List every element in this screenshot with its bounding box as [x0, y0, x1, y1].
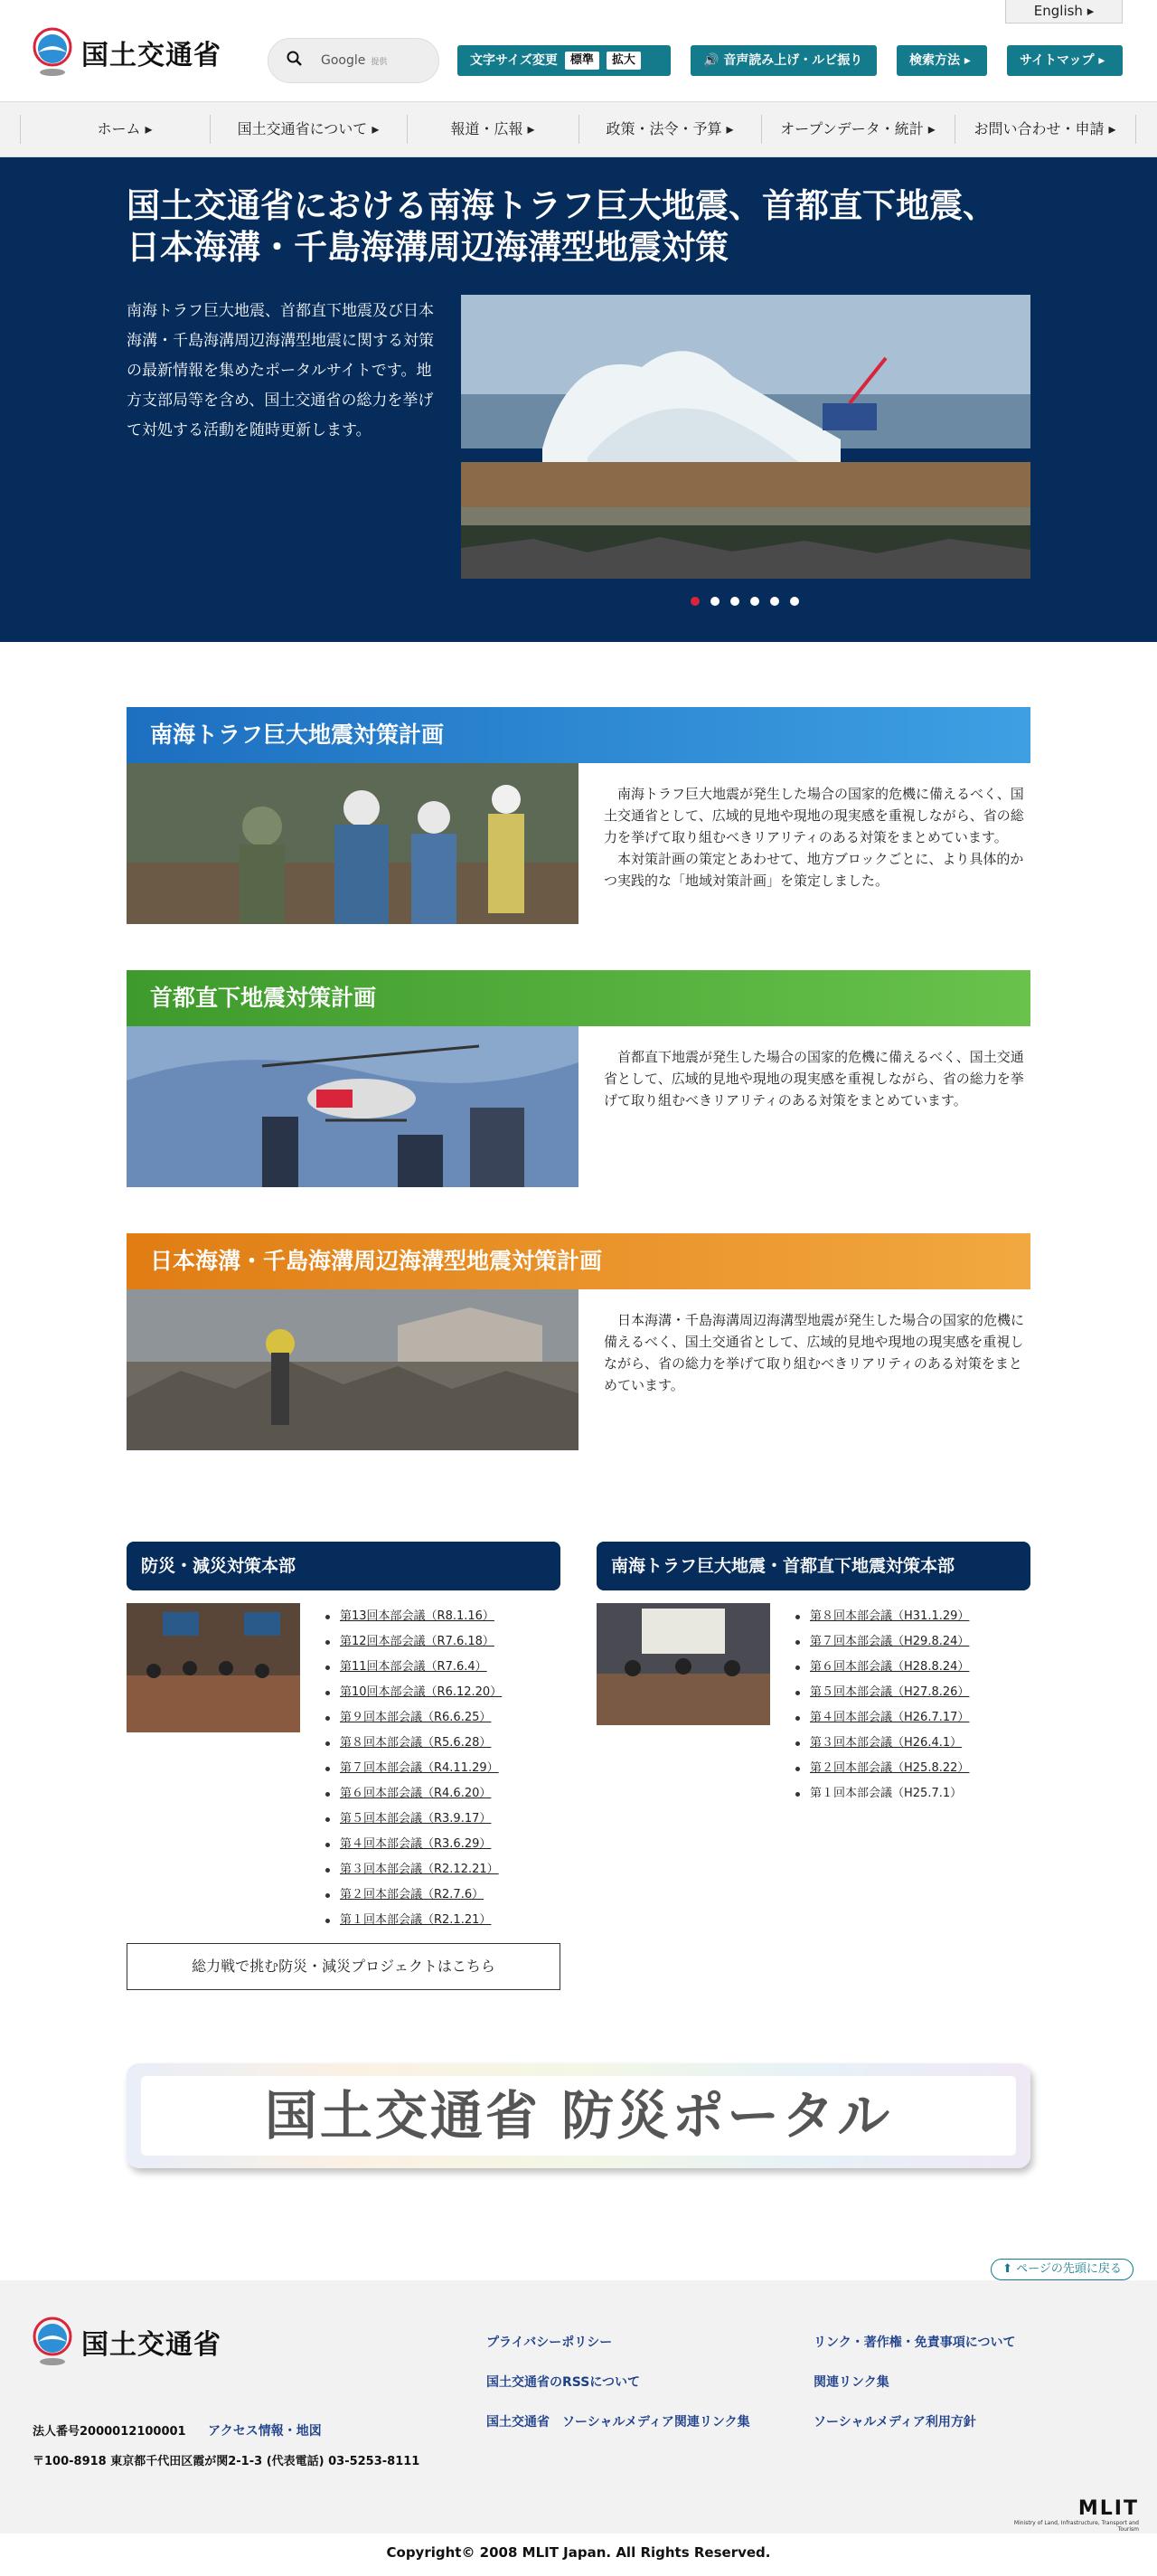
list-item[interactable]: 第７回本部会議（R4.11.29）: [322, 1756, 560, 1781]
japan-trench-plan-heading[interactable]: 日本海溝・千島海溝周辺海溝型地震対策計画: [127, 1233, 1030, 1289]
list-item[interactable]: 第10回本部会議（R6.12.20）: [322, 1680, 560, 1705]
project-link-button[interactable]: 総力戦で挑む防災・減災プロジェクトはこちら: [127, 1943, 560, 1990]
hero-title-line2: 日本海溝・千島海溝周辺海溝型地震対策: [127, 228, 729, 267]
slide-indicator: [691, 597, 799, 606]
logo-text: 国土交通省: [81, 40, 221, 71]
arrow-up-icon: ⬆: [1002, 2262, 1012, 2276]
font-size-control: [457, 45, 671, 76]
list-item[interactable]: 第２回本部会議（R2.7.6）: [322, 1882, 560, 1908]
footer-logo-icon: [33, 2317, 72, 2367]
slide-dot-3[interactable]: [730, 597, 739, 606]
japan-trench-plan-image: [127, 1289, 578, 1450]
related-links-link[interactable]: 関連リンク集: [814, 2375, 889, 2390]
mlit-footer-logo: [994, 2497, 1139, 2533]
mlit-logo-subtext: Ministry of Land, Infrastructure, Transport and Tourism: [1013, 2520, 1139, 2533]
nav-about[interactable]: 国土交通省について ▸: [237, 120, 380, 137]
slide-dot-6[interactable]: [790, 597, 799, 606]
hero-description: 南海トラフ巨大地震、首都直下地震及び日本海溝・千島海溝周辺海溝型地震に関する対策の最新情報を集めたポータルサイトです。地方支部局等を含め、国土交通省の総力を挙げて対処する活動を随時更新します。: [127, 302, 434, 439]
mlit-logo-icon: [33, 27, 72, 78]
list-item[interactable]: 第12回本部会議（R7.6.18）: [322, 1629, 560, 1655]
font-standard-button[interactable]: 標準: [565, 52, 599, 70]
google-label: Google: [321, 53, 366, 68]
japan-trench-plan-text: 日本海溝・千島海溝周辺海溝型地震が発生した場合の国家的危機に備えるべく、国土交通省として、広域的見地や現地の現実感を重視しながら、省の総力を挙げて取り組むべきリアリティのある対策をまとめています。: [604, 1312, 1025, 1393]
footer-logo[interactable]: [33, 2317, 221, 2367]
footer-logo-text: 国土交通省: [81, 2329, 221, 2361]
font-size-label: 文字サイズ変更: [470, 53, 558, 68]
mlit-logo[interactable]: [33, 27, 221, 78]
voice-ruby-button[interactable]: [691, 45, 877, 76]
hero-title: [127, 185, 1030, 269]
list-item[interactable]: 第５回本部会議（R3.9.17）: [322, 1807, 560, 1832]
list-item[interactable]: 第１回本部会議（R2.1.21）: [322, 1908, 560, 1933]
list-item[interactable]: 第８回本部会議（H31.1.29）: [792, 1604, 1030, 1629]
hq-left-meeting-list: [322, 1604, 560, 1933]
search-icon[interactable]: [287, 51, 303, 71]
nankai-plan-image: [127, 763, 578, 924]
list-item: 第１回本部会議（H25.7.1）: [792, 1781, 1030, 1807]
list-item[interactable]: 第４回本部会議（R3.6.29）: [322, 1832, 560, 1857]
hq-left-photo: [127, 1603, 300, 1732]
hq-right-heading[interactable]: 南海トラフ巨大地震・首都直下地震対策本部: [597, 1542, 1030, 1590]
speaker-icon: 🔊: [703, 53, 720, 68]
google-search-input[interactable]: [268, 38, 439, 83]
sitemap-button[interactable]: サイトマップ ▸: [1007, 45, 1123, 76]
hq-left-heading[interactable]: 防災・減災対策本部: [127, 1542, 560, 1590]
hq-right-photo: [597, 1603, 770, 1725]
hq-right-meeting-list: [792, 1604, 1030, 1807]
list-item[interactable]: 第６回本部会議（R4.6.20）: [322, 1781, 560, 1807]
list-item[interactable]: 第３回本部会議（R2.12.21）: [322, 1857, 560, 1882]
list-item[interactable]: 第５回本部会議（H27.8.26）: [792, 1680, 1030, 1705]
social-links-link[interactable]: 国土交通省 ソーシャルメディア関連リンク集: [486, 2415, 750, 2430]
list-item[interactable]: 第７回本部会議（H29.8.24）: [792, 1629, 1030, 1655]
social-policy-link[interactable]: ソーシャルメディア利用方針: [814, 2415, 976, 2430]
shutoku-plan-text: 首都直下地震が発生した場合の国家的危機に備えるべく、国土交通省として、広域的見地や現地の現実感を重視しながら、省の総力を挙げて取り組むべきリアリティのある対策をまとめています。: [604, 1049, 1024, 1109]
list-item[interactable]: 第４回本部会議（H26.7.17）: [792, 1705, 1030, 1731]
nav-opendata[interactable]: オープンデータ・統計 ▸: [780, 120, 936, 137]
bousai-portal-banner[interactable]: [127, 2063, 1030, 2168]
rss-link[interactable]: 国土交通省のRSSについて: [486, 2375, 641, 2390]
slide-dot-5[interactable]: [770, 597, 779, 606]
hero-slide-image[interactable]: [461, 295, 1030, 579]
slide-dot-4[interactable]: [750, 597, 759, 606]
slide-dot-2[interactable]: [710, 597, 720, 606]
back-to-top-button[interactable]: ⬆ ページの先頭に戻る: [991, 2259, 1133, 2280]
english-link[interactable]: English ▸: [1005, 0, 1123, 24]
voice-ruby-label: 音声読み上げ・ルビ振り: [723, 53, 863, 68]
list-item[interactable]: 第６回本部会議（H28.8.24）: [792, 1655, 1030, 1680]
list-item[interactable]: 第２回本部会議（H25.8.22）: [792, 1756, 1030, 1781]
mlit-logo-text: MLIT: [1077, 2497, 1139, 2520]
access-map-link[interactable]: アクセス情報・地図: [208, 2424, 322, 2439]
corp-number: 法人番号2000012100001: [33, 2425, 186, 2439]
list-item[interactable]: 第13回本部会議（R8.1.16）: [322, 1604, 560, 1629]
list-item[interactable]: 第３回本部会議（H26.4.1）: [792, 1731, 1030, 1756]
shutoku-plan-image: [127, 1026, 578, 1187]
privacy-policy-link[interactable]: プライバシーポリシー: [486, 2335, 613, 2350]
nankai-plan-heading[interactable]: 南海トラフ巨大地震対策計画: [127, 707, 1030, 763]
bousai-portal-banner-text: 国土交通省 防災ポータル: [141, 2076, 1016, 2156]
slide-dot-1[interactable]: [691, 597, 700, 606]
nav-press[interactable]: 報道・広報 ▸: [450, 120, 535, 137]
global-nav: [0, 101, 1157, 157]
copyright: Copyright© 2008 MLIT Japan. All Rights Reserved.: [386, 2544, 771, 2561]
nankai-plan-text: 南海トラフ巨大地震が発生した場合の国家的危機に備えるべく、国土交通省として、広域的見地や現地の現実感を重視しながら、省の総力を挙げて取り組むべきリアリティのある対策をまとめています。 本対策計画の策定とあわせて、地方ブロックごとに、より具体的かつ実践的な「地域対策計画」を策定しました。: [604, 786, 1024, 889]
nav-policy[interactable]: 政策・法令・予算 ▸: [606, 120, 734, 137]
copyright-disclaimer-link[interactable]: リンク・著作権・免責事項について: [814, 2335, 1016, 2350]
shutoku-plan-heading[interactable]: 首都直下地震対策計画: [127, 970, 1030, 1026]
search-method-button[interactable]: 検索方法 ▸: [897, 45, 987, 76]
nav-contact[interactable]: お問い合わせ・申請 ▸: [974, 120, 1116, 137]
list-item[interactable]: 第11回本部会議（R7.6.4）: [322, 1655, 560, 1680]
hero-title-line1: 国土交通省における南海トラフ巨大地震、首都直下地震、: [127, 186, 996, 225]
footer-corp-info: [33, 2421, 322, 2439]
provided-label: 提供: [371, 57, 388, 67]
nav-home[interactable]: ホーム ▸: [97, 120, 153, 137]
footer-address: 〒100-8918 東京都千代田区霞が関2-1-3 (代表電話) 03-5253-8111: [33, 2455, 420, 2468]
font-large-button[interactable]: 拡大: [607, 52, 641, 70]
list-item[interactable]: 第８回本部会議（R5.6.28）: [322, 1731, 560, 1756]
list-item[interactable]: 第９回本部会議（R6.6.25）: [322, 1705, 560, 1731]
